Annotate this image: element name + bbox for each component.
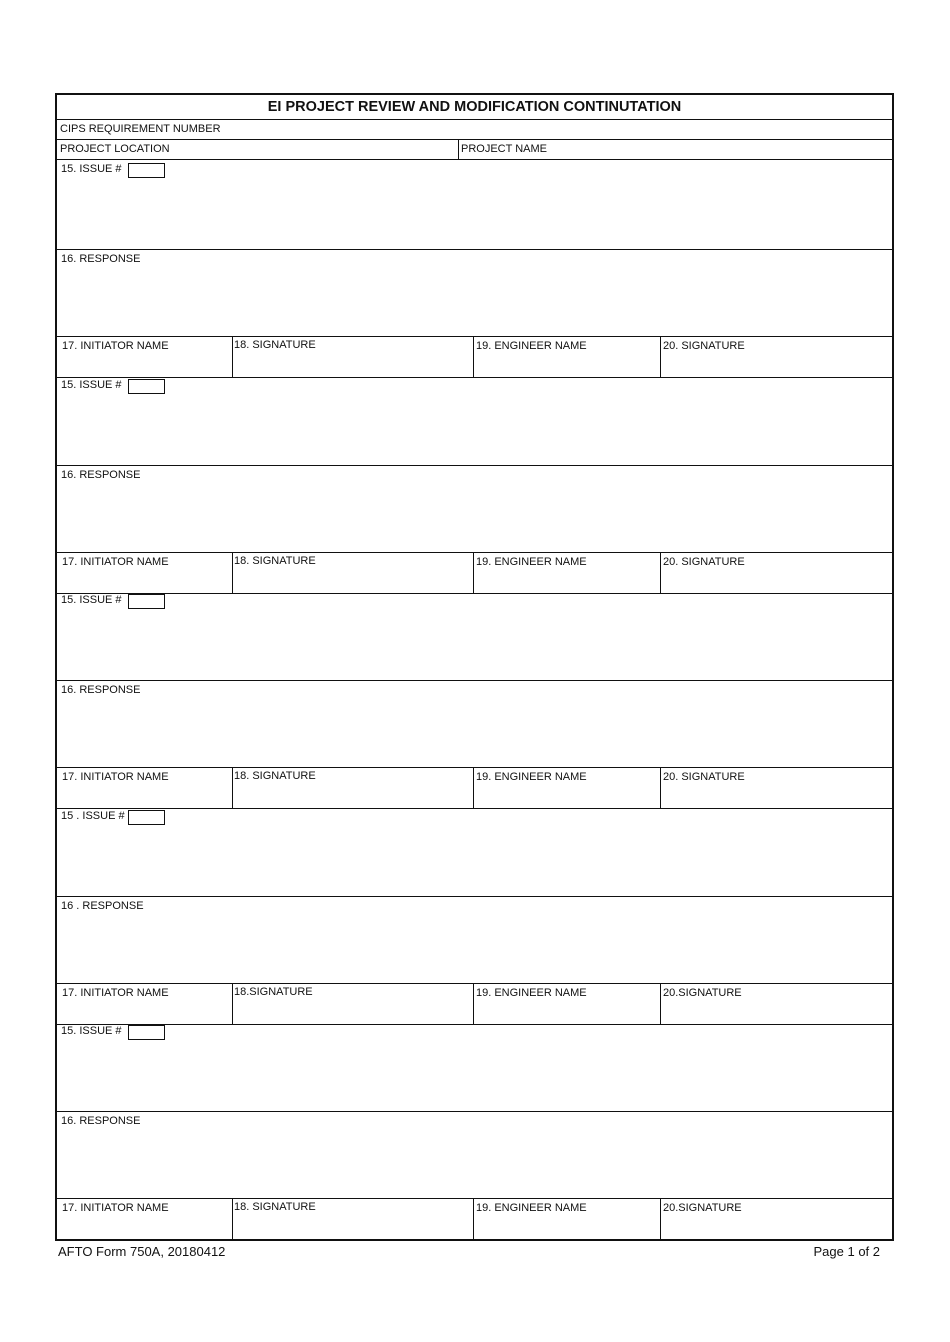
form [55,93,894,1241]
initiator-name-label: 17. INITIATOR NAME [62,340,169,352]
divider [232,1199,233,1239]
divider [473,1199,474,1239]
response-section[interactable] [57,466,892,553]
initiator-signature-label: 18. SIGNATURE [234,1201,316,1213]
response-section[interactable] [57,681,892,768]
response-label: 16 . RESPONSE [61,899,144,912]
signature-section [57,984,892,1025]
issue-section[interactable] [57,376,892,466]
issue-number-box[interactable] [128,594,165,609]
form-title: EI PROJECT REVIEW AND MODIFICATION CONTINUTATION [57,95,892,120]
engineer-signature-label: 20. SIGNATURE [663,555,745,568]
initiator-signature-label: 18. SIGNATURE [234,339,316,351]
page-number: Page 1 of 2 [813,1244,880,1259]
issue-label: 15 . ISSUE # [61,809,125,822]
issue-number-box[interactable] [128,810,165,825]
project-row [57,140,892,160]
initiator-name-label: 17. INITIATOR NAME [62,771,169,783]
project-name-label: PROJECT NAME [461,143,547,155]
divider [660,768,661,808]
response-label: 16. RESPONSE [61,468,141,481]
engineer-signature-label: 20. SIGNATURE [663,340,745,352]
response-label: 16. RESPONSE [61,253,141,265]
issue-label: 15. ISSUE # [61,163,122,175]
issue-number-box[interactable] [128,1025,165,1040]
signature-section [57,337,892,378]
engineer-name-label: 19. ENGINEER NAME [476,986,587,999]
divider [660,984,661,1024]
initiator-signature-label: 18.SIGNATURE [234,985,313,998]
initiator-name-label: 17. INITIATOR NAME [62,1202,169,1214]
response-section[interactable] [57,250,892,337]
project-divider [458,140,459,159]
engineer-name-label: 19. ENGINEER NAME [476,1202,587,1214]
issue-label: 15. ISSUE # [61,594,122,606]
divider [232,984,233,1024]
initiator-signature-label: 18. SIGNATURE [234,554,316,567]
engineer-signature-label: 20.SIGNATURE [663,986,742,999]
response-section[interactable] [57,897,892,984]
divider [473,337,474,377]
engineer-name-label: 19. ENGINEER NAME [476,340,587,352]
engineer-signature-label: 20. SIGNATURE [663,771,745,783]
initiator-signature-label: 18. SIGNATURE [234,770,316,782]
response-section[interactable] [57,1112,892,1199]
divider [660,337,661,377]
engineer-name-label: 19. ENGINEER NAME [476,555,587,568]
response-label: 16. RESPONSE [61,1115,141,1127]
issue-label: 15. ISSUE # [61,378,122,391]
divider [232,337,233,377]
divider [660,1199,661,1239]
divider [473,768,474,808]
divider [473,984,474,1024]
response-label: 16. RESPONSE [61,684,141,696]
issue-section[interactable] [57,807,892,897]
divider [232,553,233,593]
signature-section [57,1199,892,1239]
divider [660,553,661,593]
issue-section[interactable] [57,1022,892,1112]
signature-section [57,553,892,594]
engineer-signature-label: 20.SIGNATURE [663,1202,742,1214]
issue-number-box[interactable] [128,163,165,178]
cips-row[interactable] [57,120,892,140]
issue-section[interactable] [57,160,892,250]
cips-label: CIPS REQUIREMENT NUMBER [60,123,221,135]
issue-label: 15. ISSUE # [61,1025,122,1037]
issue-section[interactable] [57,591,892,681]
issue-number-box[interactable] [128,379,165,394]
initiator-name-label: 17. INITIATOR NAME [62,555,169,568]
initiator-name-label: 17. INITIATOR NAME [62,986,169,999]
engineer-name-label: 19. ENGINEER NAME [476,771,587,783]
project-location-label: PROJECT LOCATION [60,143,170,155]
divider [232,768,233,808]
divider [473,553,474,593]
signature-section [57,768,892,809]
form-id: AFTO Form 750A, 20180412 [58,1244,226,1259]
